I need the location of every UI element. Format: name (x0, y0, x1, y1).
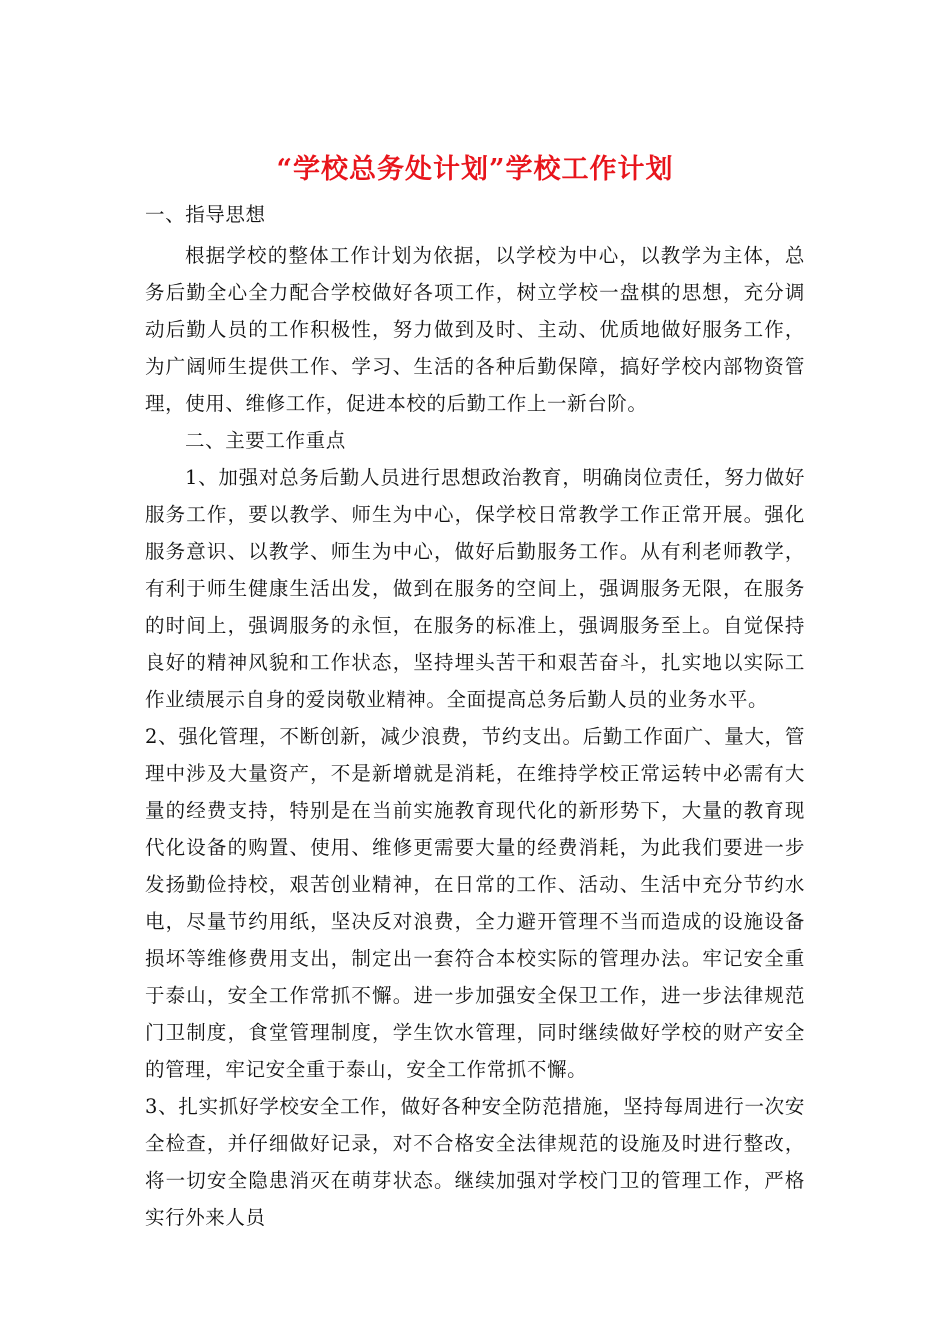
paragraph-guiding-ideology: 根据学校的整体工作计划为依据，以学校为中心，以教学为主体，总务后勤全心全力配合学校做好各项工作，树立学校一盘棋的思想，充分调动后勤人员的工作积极性，努力做到及时、主动、优质地做好服务工作，为广阔师生提供工作、学习、生活的各种后勤保障，搞好学校内部物资管理，使用、维修工作，促进本校的后勤工作上一新台阶。 (145, 244, 805, 415)
paragraph-item-3: 3、扎实抓好学校安全工作，做好各种安全防范措施，坚持每周进行一次安全检查，并仔细做好记录，对不合格安全法律规范的设施及时进行整改，将一切安全隐患消灭在萌芽状态。继续加强对学校门卫的管理工作，严格实行外来人员 (145, 1095, 805, 1229)
section-heading-key-tasks: 二、主要工作重点 (185, 429, 346, 452)
paragraph-item-2: 2、强化管理，不断创新，减少浪费，节约支出。后勤工作面广、量大，管理中涉及大量资产，不是新增就是消耗，在维持学校正常运转中必需有大量的经费支持，特别是在当前实施教育现代化的新形势下，大量的教育现代化设备的购置、使用、维修更需要大量的经费消耗，为此我们要进一步发扬勤俭持校，艰苦创业精神，在日常的工作、活动、生活中充分节约水电，尽量节约用纸，坚决反对浪费，全力避开管理不当而造成的设施设备损坏等维修费用支出，制定出一套符合本校实际的管理办法。牢记安全重于泰山，安全工作常抓不懈。进一步加强安全保卫工作，进一步法律规范门卫制度，食堂管理制度，学生饮水管理，同时继续做好学校的财产安全的管理，牢记安全重于泰山，安全工作常抓不懈。 (145, 725, 805, 1081)
document-body (145, 196, 805, 1236)
section-heading-guiding-ideology: 一、指导思想 (145, 203, 266, 226)
paragraph-item-1: 1、加强对总务后勤人员进行思想政治教育，明确岗位责任，努力做好服务工作，要以教学、师生为中心，保学校日常教学工作正常开展。强化服务意识、以教学、师生为中心，做好后勤服务工作。从有利老师教学，有利于师生健康生活出发，做到在服务的空间上，强调服务无限，在服务的时间上，强调服务的永恒，在服务的标准上，强调服务至上。自觉保持良好的精神风貌和工作状态，坚持埋头苦干和艰苦奋斗，扎实地以实际工作业绩展示自身的爱岗敬业精神。全面提高总务后勤人员的业务水平。 (145, 466, 805, 711)
document-title: “学校总务处计划”学校工作计划 (276, 154, 674, 185)
